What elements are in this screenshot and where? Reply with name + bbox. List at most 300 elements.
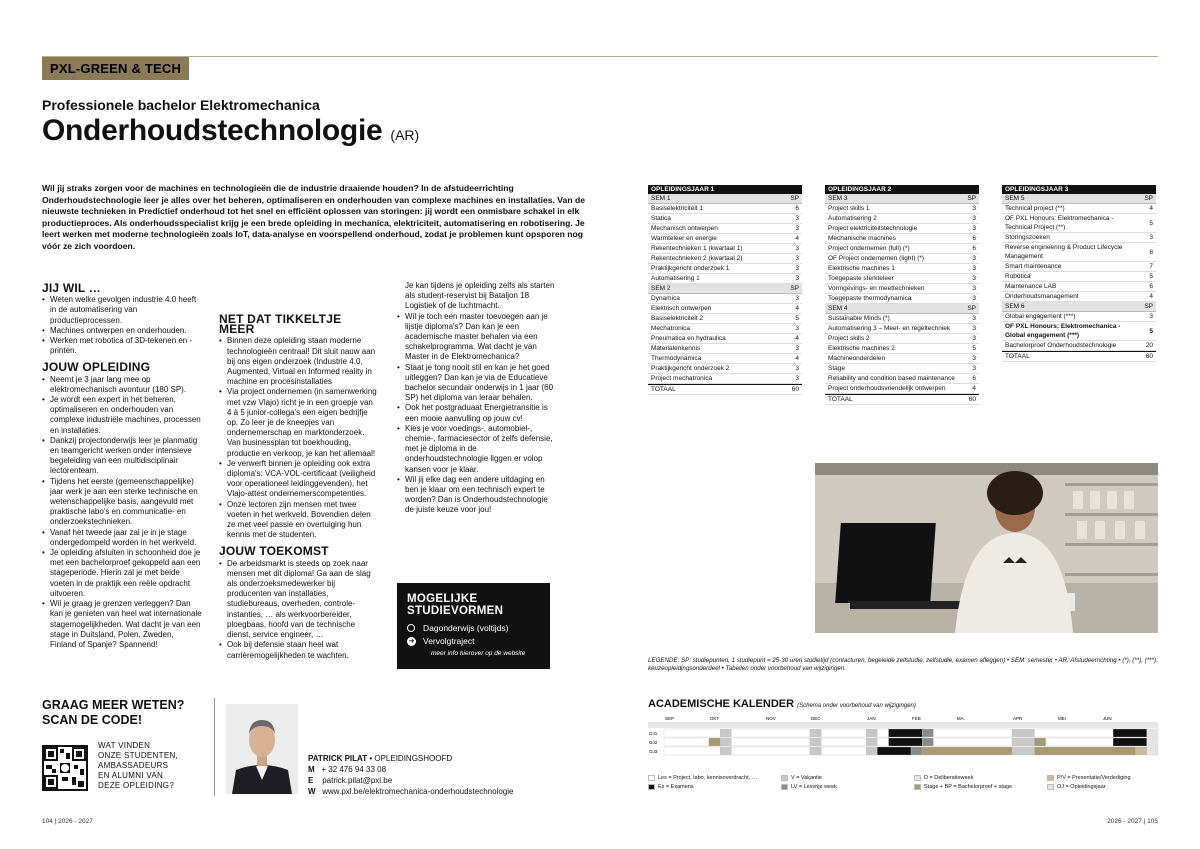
qr-caption-line: AMBASSADEURS <box>98 761 169 770</box>
table-row <box>1002 204 1156 214</box>
course-name: Dynamica <box>651 295 680 302</box>
bullet-item: • Vanaf het tweede jaar zal je in je stage ondergedompeld worden in het werkveld. <box>42 528 202 548</box>
opleiding-heading: JOUW OPLEIDING <box>42 360 151 375</box>
legend-item <box>781 782 892 791</box>
calendar-cell-lv <box>911 747 922 755</box>
course-name: Project ondernemen (full) (*) <box>828 245 910 252</box>
course-name: SEM 6 <box>1005 303 1025 310</box>
study-points: 6 <box>972 245 976 252</box>
study-points: 3 <box>972 215 976 222</box>
contact-website[interactable]: www.pxl.be/elektromechanica-onderhoudstechnologie <box>322 787 514 796</box>
total-row <box>825 394 979 405</box>
course-name: Statica <box>651 215 671 222</box>
calendar-cell-stage <box>1035 738 1046 746</box>
table-row <box>825 314 979 324</box>
cta-heading <box>42 698 184 728</box>
calendar-month-label: FEB <box>912 716 921 721</box>
study-points: 3 <box>972 365 976 372</box>
study-points: 3 <box>972 205 976 212</box>
calendar-cell-stage <box>922 747 1012 755</box>
study-points: 3 <box>795 295 799 302</box>
calendar-cell-ex <box>1113 738 1147 746</box>
calendar-month-label: DEC <box>810 716 821 721</box>
course-name: Elektrische machines 1 <box>828 265 895 272</box>
semester-row <box>648 284 802 294</box>
study-points: 3 <box>972 335 976 342</box>
semester-row <box>648 194 802 204</box>
calendar-cell-les <box>731 747 810 755</box>
calendar-cell-les <box>664 747 720 755</box>
course-name: SEM 5 <box>1005 195 1025 202</box>
table-row <box>648 294 802 304</box>
contact-name: PATRICK PILAT <box>308 754 368 763</box>
course-name: SEM 2 <box>651 285 671 292</box>
table-row <box>825 274 979 284</box>
bullet-item: • Staat je tong nooit stil en kan je het goed uitleggen? Dan kan je via de Educatieve bachelor secundair onderwijs in 1 jaar (60 SP) het diploma van leraar behalen. <box>397 363 557 404</box>
study-points: 3 <box>972 265 976 272</box>
bullet-item: • Onze lectoren zijn mensen met twee voeten in het werkveld. Bovendien delen ze met veel passie en overtuiging hun kennis met de studenten. <box>219 500 379 541</box>
page-title <box>42 114 419 148</box>
title-suffix: (AR) <box>390 127 420 143</box>
legend-item <box>914 773 1025 782</box>
calendar-title-text: ACADEMISCHE KALENDER <box>648 698 795 710</box>
study-points: 4 <box>972 385 976 392</box>
study-points: 8 <box>1149 248 1153 256</box>
contact-e-label: E <box>308 776 314 785</box>
study-points: 3 <box>972 325 976 332</box>
course-name: Vormgevings- en meettechnieken <box>828 285 925 292</box>
bullet-item: • Tijdens het eerste (gemeenschappelijke) jaar werk je aan een sterke technische en wetenschappelijke basis, aangevuld met praktische labo's en communicatie- en onderzoekstechnieken. <box>42 477 202 528</box>
bullet-item: • Machines ontwerpen en onderhouden. <box>42 326 202 336</box>
calendar-cell-vak <box>1012 729 1034 737</box>
course-name: Basiselektriciteit 2 <box>651 315 704 322</box>
studievormen-title-2: STUDIEVORMEN <box>407 605 504 617</box>
bullet-item: • Wil je graag je grenzen verleggen? Dan kan je genieten van heel wat internationale stagemogelijkheden. Wat dacht je van een stage in Duitsland, Polen, Zweden, Finland of Spanje? Spannend! <box>42 599 202 650</box>
table-row <box>1002 233 1156 243</box>
table-row <box>825 224 979 234</box>
jijwil-heading: JIJ WIL … <box>42 281 101 295</box>
study-points: 3 <box>795 365 799 372</box>
study-points: 6 <box>1149 283 1153 290</box>
bullet-item: • Kies je voor voedings-, automobiel-, chemie-, farmaciesector of zelfs defensie, met je diploma in de onderhoudstechnologie liggen er volop kansen voor je klaar. <box>397 424 557 475</box>
calendar-cell-les <box>664 738 709 746</box>
calendar-cell-vak <box>810 738 821 746</box>
study-points: SP <box>1144 195 1153 202</box>
study-points: 3 <box>1149 234 1153 241</box>
course-name: TOTAAL <box>828 396 853 403</box>
table-row <box>825 344 979 354</box>
table-row <box>648 264 802 274</box>
study-points: SP <box>967 195 976 202</box>
legend-label: Ex = Examens <box>658 783 694 790</box>
column-2 <box>219 308 379 661</box>
legend-text: LEGENDE: SP: studiepunten, 1 studiepunt = 25-30 uren studietijd (contacturen, begeleide zelfstudie, zelfstudie, examen afleggen) • SEM: semester • AR: Afstudeerrichting • (*), (**), (***): keuzeopleidingsonderdeel • Tabellen onder voorbehoud van wijzigingen. <box>648 657 1158 673</box>
qr-code[interactable] <box>42 745 88 791</box>
study-points: 3 <box>795 245 799 252</box>
calendar-month-label: MA. <box>956 716 965 721</box>
course-name: Elektrische machines 2 <box>828 345 895 352</box>
course-name: TOTAAL <box>651 386 676 393</box>
calendar-cell-vak <box>720 729 731 737</box>
table-row <box>648 334 802 344</box>
study-points: SP <box>790 285 799 292</box>
cta-line-1: GRAAG MEER WETEN? <box>42 698 185 712</box>
table-row <box>648 204 802 214</box>
contact-block <box>308 753 513 797</box>
study-points: 7 <box>1149 263 1153 270</box>
table-header: OPLEIDINGSJAAR 1 <box>648 185 802 194</box>
course-name: Bachelorproef Onderhoudstechnologie <box>1005 342 1117 349</box>
calendar-month-label: MEI <box>1057 716 1066 721</box>
course-name: Rekentechnieken 2 (kwartaal 2) <box>651 255 743 262</box>
table-row <box>825 374 979 384</box>
study-points: 5 <box>972 345 976 352</box>
study-points: 3 <box>972 255 976 262</box>
table-row <box>825 294 979 304</box>
course-name: Praktijkgericht onderzoek 1 <box>651 265 730 272</box>
page-number-right: 2026 - 2027 | 105 <box>1107 818 1158 825</box>
legend-label: P/V = Presentatie/Verdediging <box>1057 774 1131 781</box>
bullet-item: • Je wordt een expert in het beheren, optimaliseren en onderhouden van complexe industriële machines, processen en installaties. <box>42 395 202 436</box>
calendar-cell-ex <box>889 738 923 746</box>
calendar-cell-les <box>1035 729 1114 737</box>
table-row <box>825 284 979 294</box>
course-name: Machineonderdelen <box>828 355 886 362</box>
course-name: Automatisering 3 – Meet- en regeltechniek <box>828 325 951 332</box>
course-name: Toegepaste sterkteleer <box>828 275 894 282</box>
contact-m-label: M <box>308 765 315 774</box>
studievormen-more-link[interactable]: meer info hierover op de website <box>431 650 526 657</box>
bullet-item: • Weten welke gevolgen industrie 4.0 heeft in de automatisering van productieprocessen. <box>42 295 202 326</box>
calendar-cell-vak <box>1012 738 1034 746</box>
legend-swatch <box>648 775 655 781</box>
course-name: Smart maintenance <box>1005 263 1062 270</box>
legend-swatch <box>781 775 788 781</box>
calendar-cell-stage <box>709 738 720 746</box>
qr-caption <box>98 741 178 791</box>
table-row <box>648 234 802 244</box>
circle-icon <box>407 624 415 632</box>
column-3 <box>397 281 557 516</box>
study-points: 3 <box>795 275 799 282</box>
qr-caption-line: ONZE STUDENTEN, <box>98 751 179 760</box>
study-points: 4 <box>795 355 799 362</box>
study-points: 3 <box>972 295 976 302</box>
table-row <box>648 354 802 364</box>
study-points: 60 <box>968 396 976 403</box>
bullet-item: • De arbeidsmarkt is steeds op zoek naar mensen met dit diploma! Ga aan de slag als onderzoeksmedewerker bij producenten van installaties, studiebureaus, overheden, controle-instanties, … als werkvoorbereider, ploegbaas, hoofd van de technische dienst, service engineer, … <box>219 559 379 641</box>
extra-list <box>219 336 379 540</box>
bullet-item: • Je verwerft binnen je opleiding ook extra diploma's: VCA-VOL-certificaat (veiligheid voor operationeel leidinggevenden), het Vlajo-attest ondernemerscompetenties. <box>219 459 379 500</box>
study-points: 4 <box>1149 205 1153 212</box>
course-name: Rekentechnieken 1 (kwartaal 1) <box>651 245 743 252</box>
course-name: TOTAAL <box>1005 353 1030 360</box>
calendar-cell-vak <box>720 747 731 755</box>
study-points: 3 <box>795 325 799 332</box>
table-row <box>825 254 979 264</box>
bullet-item: • Je opleiding afsluiten in schoonheid doe je met een bachelorproef gekoppeld aan een stageperiode. Hierin zal je met beide voeten in de praktijk een reële opdracht uitvoeren. <box>42 548 202 599</box>
calendar-title <box>648 698 916 710</box>
course-name: Project elektriciteitstechnologie <box>828 225 918 232</box>
legend-swatch <box>914 784 921 790</box>
course-name: Basiselektriciteit 1 <box>651 205 704 212</box>
studievormen-box <box>397 583 550 669</box>
table-row <box>825 354 979 364</box>
col3-list <box>397 312 557 516</box>
calendar-row-label: OJ3 <box>649 749 658 754</box>
legend-item <box>648 773 759 782</box>
table-row <box>1002 272 1156 282</box>
course-name: Mechanische machines <box>828 235 896 242</box>
student-photo <box>815 463 1158 633</box>
table-row <box>648 274 802 284</box>
studievorm-vervolgtraject <box>407 636 540 646</box>
course-name: OF PXL Honours: Elektromechanica - Technical Project (**) <box>1005 215 1114 231</box>
total-row <box>1002 351 1156 362</box>
table-row <box>825 214 979 224</box>
calendar-cell-vak <box>866 738 877 746</box>
course-name: SEM 1 <box>651 195 671 202</box>
toekomst-list <box>219 559 379 661</box>
course-name: OF PXL Honours: Elektromechanica - Global engagement (***) <box>1005 323 1121 339</box>
study-points: 4 <box>795 235 799 242</box>
calendar-cell-les <box>821 747 866 755</box>
table-row <box>648 324 802 334</box>
table-row <box>1002 341 1156 351</box>
calendar-month-label: JAN <box>867 716 876 721</box>
table-row <box>648 224 802 234</box>
calendar-note: (Schema onder voorbehoud van wijzigingen) <box>797 703 916 709</box>
semester-row <box>825 194 979 204</box>
table-row <box>825 324 979 334</box>
bullet-item: • Werken met robotica of 3D-tekenen en -printen. <box>42 336 202 356</box>
study-points: 3 <box>972 285 976 292</box>
bullet-item: • Via project ondernemen (in samenwerking met vzw Vlajo) richt je in een groepje van 4 à 5 junior-collega's een eigen bedrijfje op. Zo leer je de kneepjes van ondernemerschap en marktonderzoek. Van businessplan tot boekhouding, productie en verkoop, je kan het allemaal! <box>219 387 379 458</box>
bullet-item: • Neemt je 3 jaar lang mee op elektromechanisch avontuur (180 SP). <box>42 375 202 395</box>
calendar-cell-les <box>731 738 810 746</box>
calendar-row-label: OJ2 <box>649 740 658 745</box>
calendar-cell-ex <box>877 747 911 755</box>
course-name: Robotica <box>1005 273 1031 280</box>
calendar-month-label: OKT <box>709 716 720 721</box>
calendar-cell-vak <box>866 729 877 737</box>
calendar-cell-les <box>1046 738 1113 746</box>
toekomst-heading: JOUW TOEKOMST <box>219 544 329 559</box>
study-points: 20 <box>1145 342 1153 349</box>
table-row <box>1002 243 1156 262</box>
table-row <box>1002 282 1156 292</box>
course-name: Automatisering 2 <box>828 215 877 222</box>
calendar-cell-les <box>877 729 888 737</box>
course-name: Praktijkgericht onderzoek 2 <box>651 365 730 372</box>
calendar-cell-d <box>1147 747 1158 755</box>
qr-caption-line: WAT VINDEN <box>98 741 151 750</box>
course-name: Onderhoudsmanagement <box>1005 293 1079 300</box>
table-row <box>825 244 979 254</box>
calendar-month-label: JUN <box>1102 716 1112 721</box>
table-row <box>1002 214 1156 233</box>
study-points: SP <box>967 305 976 312</box>
study-points: 4 <box>795 305 799 312</box>
course-name: Project skills 1 <box>828 205 870 212</box>
col3-lead: Je kan tijdens je opleiding zelfs als starten als student-reservist bij Bataljon 18 Logistiek of de luchtmacht. <box>405 281 555 311</box>
calendar-cell-lv <box>922 729 933 737</box>
page-number-left: 104 | 2026 - 2027 <box>42 818 93 825</box>
calendar-cell-vak <box>810 747 821 755</box>
study-points: 3 <box>972 225 976 232</box>
study-points: 4 <box>1149 293 1153 300</box>
study-points: 3 <box>972 355 976 362</box>
table-row <box>648 254 802 264</box>
calendar-cell-les <box>877 738 888 746</box>
course-name: Maintenance LAB <box>1005 283 1057 290</box>
calendar-month-label: NOV <box>766 716 776 721</box>
calendar-cell-les <box>821 738 866 746</box>
bullet-item: • Dankzij projectonderwijs leer je planmatig en teamgericht werken onder intensieve begeleiding van een multidisciplinair lectorenteam. <box>42 436 202 477</box>
table-row <box>1002 322 1156 341</box>
table-row <box>825 334 979 344</box>
course-name: Materialenkennis <box>651 345 701 352</box>
study-points: 6 <box>972 235 976 242</box>
legend-swatch <box>781 784 788 790</box>
study-points: 5 <box>1149 219 1153 227</box>
calendar-cell-ex <box>889 729 923 737</box>
studievorm-dagonderwijs <box>407 623 540 633</box>
title-text: Onderhoudstechnologie <box>42 114 383 147</box>
course-name: Reliability and condition based maintenance <box>828 375 955 382</box>
jijwil-list <box>42 295 202 356</box>
course-name: Toegepaste thermodynamica <box>828 295 912 302</box>
course-name: Mechanisch ontwerpen <box>651 225 718 232</box>
calendar-cell-d <box>1147 738 1158 746</box>
calendar-cell-stage <box>1035 747 1136 755</box>
legend-label: D = Deliberatieweek <box>924 774 974 781</box>
course-name: Mechatronica <box>651 325 691 332</box>
calendar-month-label: APR <box>1013 716 1023 721</box>
bullet-item: • Binnen deze opleiding staan moderne technologieën centraal! Dit sluit nauw aan bij ons eigen onderzoek (Industrie 4.0, Augmented, Virtual en Informed reality in machine en procesinstallaties <box>219 336 379 387</box>
course-name: Technical project (**) <box>1005 205 1065 212</box>
course-name: Sustainable Minds (*) <box>828 315 890 322</box>
legend-item <box>1047 782 1158 791</box>
course-name: OF Project ondernemen (light) (*) <box>828 255 925 262</box>
course-name: Global engagement (***) <box>1005 313 1076 320</box>
divider <box>214 698 215 796</box>
calendar-cell-les <box>664 729 720 737</box>
course-name: Warmteleer en energie <box>651 235 717 242</box>
study-points: 60 <box>1145 353 1153 360</box>
column-1 <box>42 277 202 650</box>
calendar-legend <box>648 773 1158 791</box>
study-points: 3 <box>1149 313 1153 320</box>
calendar-cell-d <box>1147 729 1158 737</box>
legend-swatch <box>648 784 655 790</box>
contact-phone[interactable]: + 32 476 94 33 08 <box>321 765 387 774</box>
legend-label: V = Vakantie <box>791 774 822 781</box>
semester-row <box>825 304 979 314</box>
study-points: SP <box>790 195 799 202</box>
contact-w-label: W <box>308 787 316 796</box>
course-name: SEM 4 <box>828 305 848 312</box>
bullet-item: • Ook bij defensie staan heel wat carrièremogelijkheden te wachten. <box>219 640 379 660</box>
study-points: 3 <box>795 265 799 272</box>
table-year-3 <box>1002 185 1156 362</box>
calendar-row-label: OJ1 <box>649 731 658 736</box>
calendar-month-label: SEP <box>665 716 675 721</box>
top-rule <box>42 56 1158 57</box>
course-name: Elektrisch ontwerpen <box>651 305 712 312</box>
legend-swatch <box>914 775 921 781</box>
table-year-1 <box>648 185 802 395</box>
legend-item <box>914 782 1025 791</box>
contact-role: • OPLEIDINGSHOOFD <box>369 754 453 763</box>
study-points: 60 <box>791 386 799 393</box>
legend-swatch <box>1047 784 1054 790</box>
legend-label: Stage + BP = Bachelorproef + stage <box>924 783 1013 790</box>
table-row <box>648 374 802 384</box>
table-row <box>1002 292 1156 302</box>
study-points: 5 <box>1149 327 1153 335</box>
table-row <box>825 264 979 274</box>
table-row <box>648 364 802 374</box>
calendar-cell-vak <box>1012 747 1034 755</box>
table-row <box>1002 312 1156 322</box>
study-points: 3 <box>795 375 799 382</box>
category-tag: PXL-GREEN & TECH <box>42 57 189 80</box>
calendar-cell-les <box>731 729 810 737</box>
contact-photo <box>226 704 298 794</box>
course-name: Project mechatronica <box>651 375 713 382</box>
opleiding-list <box>42 375 202 650</box>
table-row <box>648 314 802 324</box>
legend-item <box>781 773 892 782</box>
course-name: Project onderhoudsvriendelijk ontwerpen <box>828 385 946 392</box>
studievormen-title-1: MOGELIJKE <box>407 593 478 605</box>
calendar-cell-pv <box>1136 747 1147 755</box>
calendar-cell-les <box>933 729 1012 737</box>
course-name: Thermodynamica <box>651 355 702 362</box>
calendar-cell-ex <box>1113 729 1147 737</box>
qr-caption-line: EN ALUMNI VAN <box>98 771 164 780</box>
page-subtitle: Professionele bachelor Elektromechanica <box>42 97 320 113</box>
calendar-cell-les <box>933 738 1012 746</box>
legend-label: Les = Project, labo, kennisoverdracht, … <box>658 774 758 781</box>
study-points: 6 <box>795 205 799 212</box>
table-row <box>648 214 802 224</box>
calendar-cell-lv <box>922 738 933 746</box>
academic-calendar <box>648 714 1158 754</box>
calendar-cell-les <box>821 729 866 737</box>
semester-row <box>1002 194 1156 204</box>
course-name: Automatisering 1 <box>651 275 700 282</box>
calendar-cell-vak <box>866 747 877 755</box>
legend-swatch <box>1047 775 1054 781</box>
bullet-item: • Wil jij elke dag een andere uitdaging en ben je klaar om een technisch expert te worden? Dan is Onderhoudstechnologie de juiste keuze voor jou! <box>397 475 557 516</box>
studievorm-label-2: Vervolgtraject <box>423 636 475 646</box>
study-points: 4 <box>795 335 799 342</box>
qr-code-graphic <box>44 747 86 789</box>
semester-row <box>1002 302 1156 312</box>
table-header: OPLEIDINGSJAAR 3 <box>1002 185 1156 194</box>
bullet-item: • Ook het postgraduaat Energietransitie is een mooie aanvulling op jouw cv! <box>397 403 557 423</box>
study-points: 3 <box>795 255 799 262</box>
table-row <box>825 204 979 214</box>
calendar-grid <box>648 714 1158 756</box>
study-points: 5 <box>795 315 799 322</box>
arrow-circle-icon: ➜ <box>408 637 415 645</box>
contact-email[interactable]: patrick.pilat@pxl.be <box>322 776 393 785</box>
course-name: Stage <box>828 365 845 372</box>
study-points: 3 <box>795 225 799 232</box>
